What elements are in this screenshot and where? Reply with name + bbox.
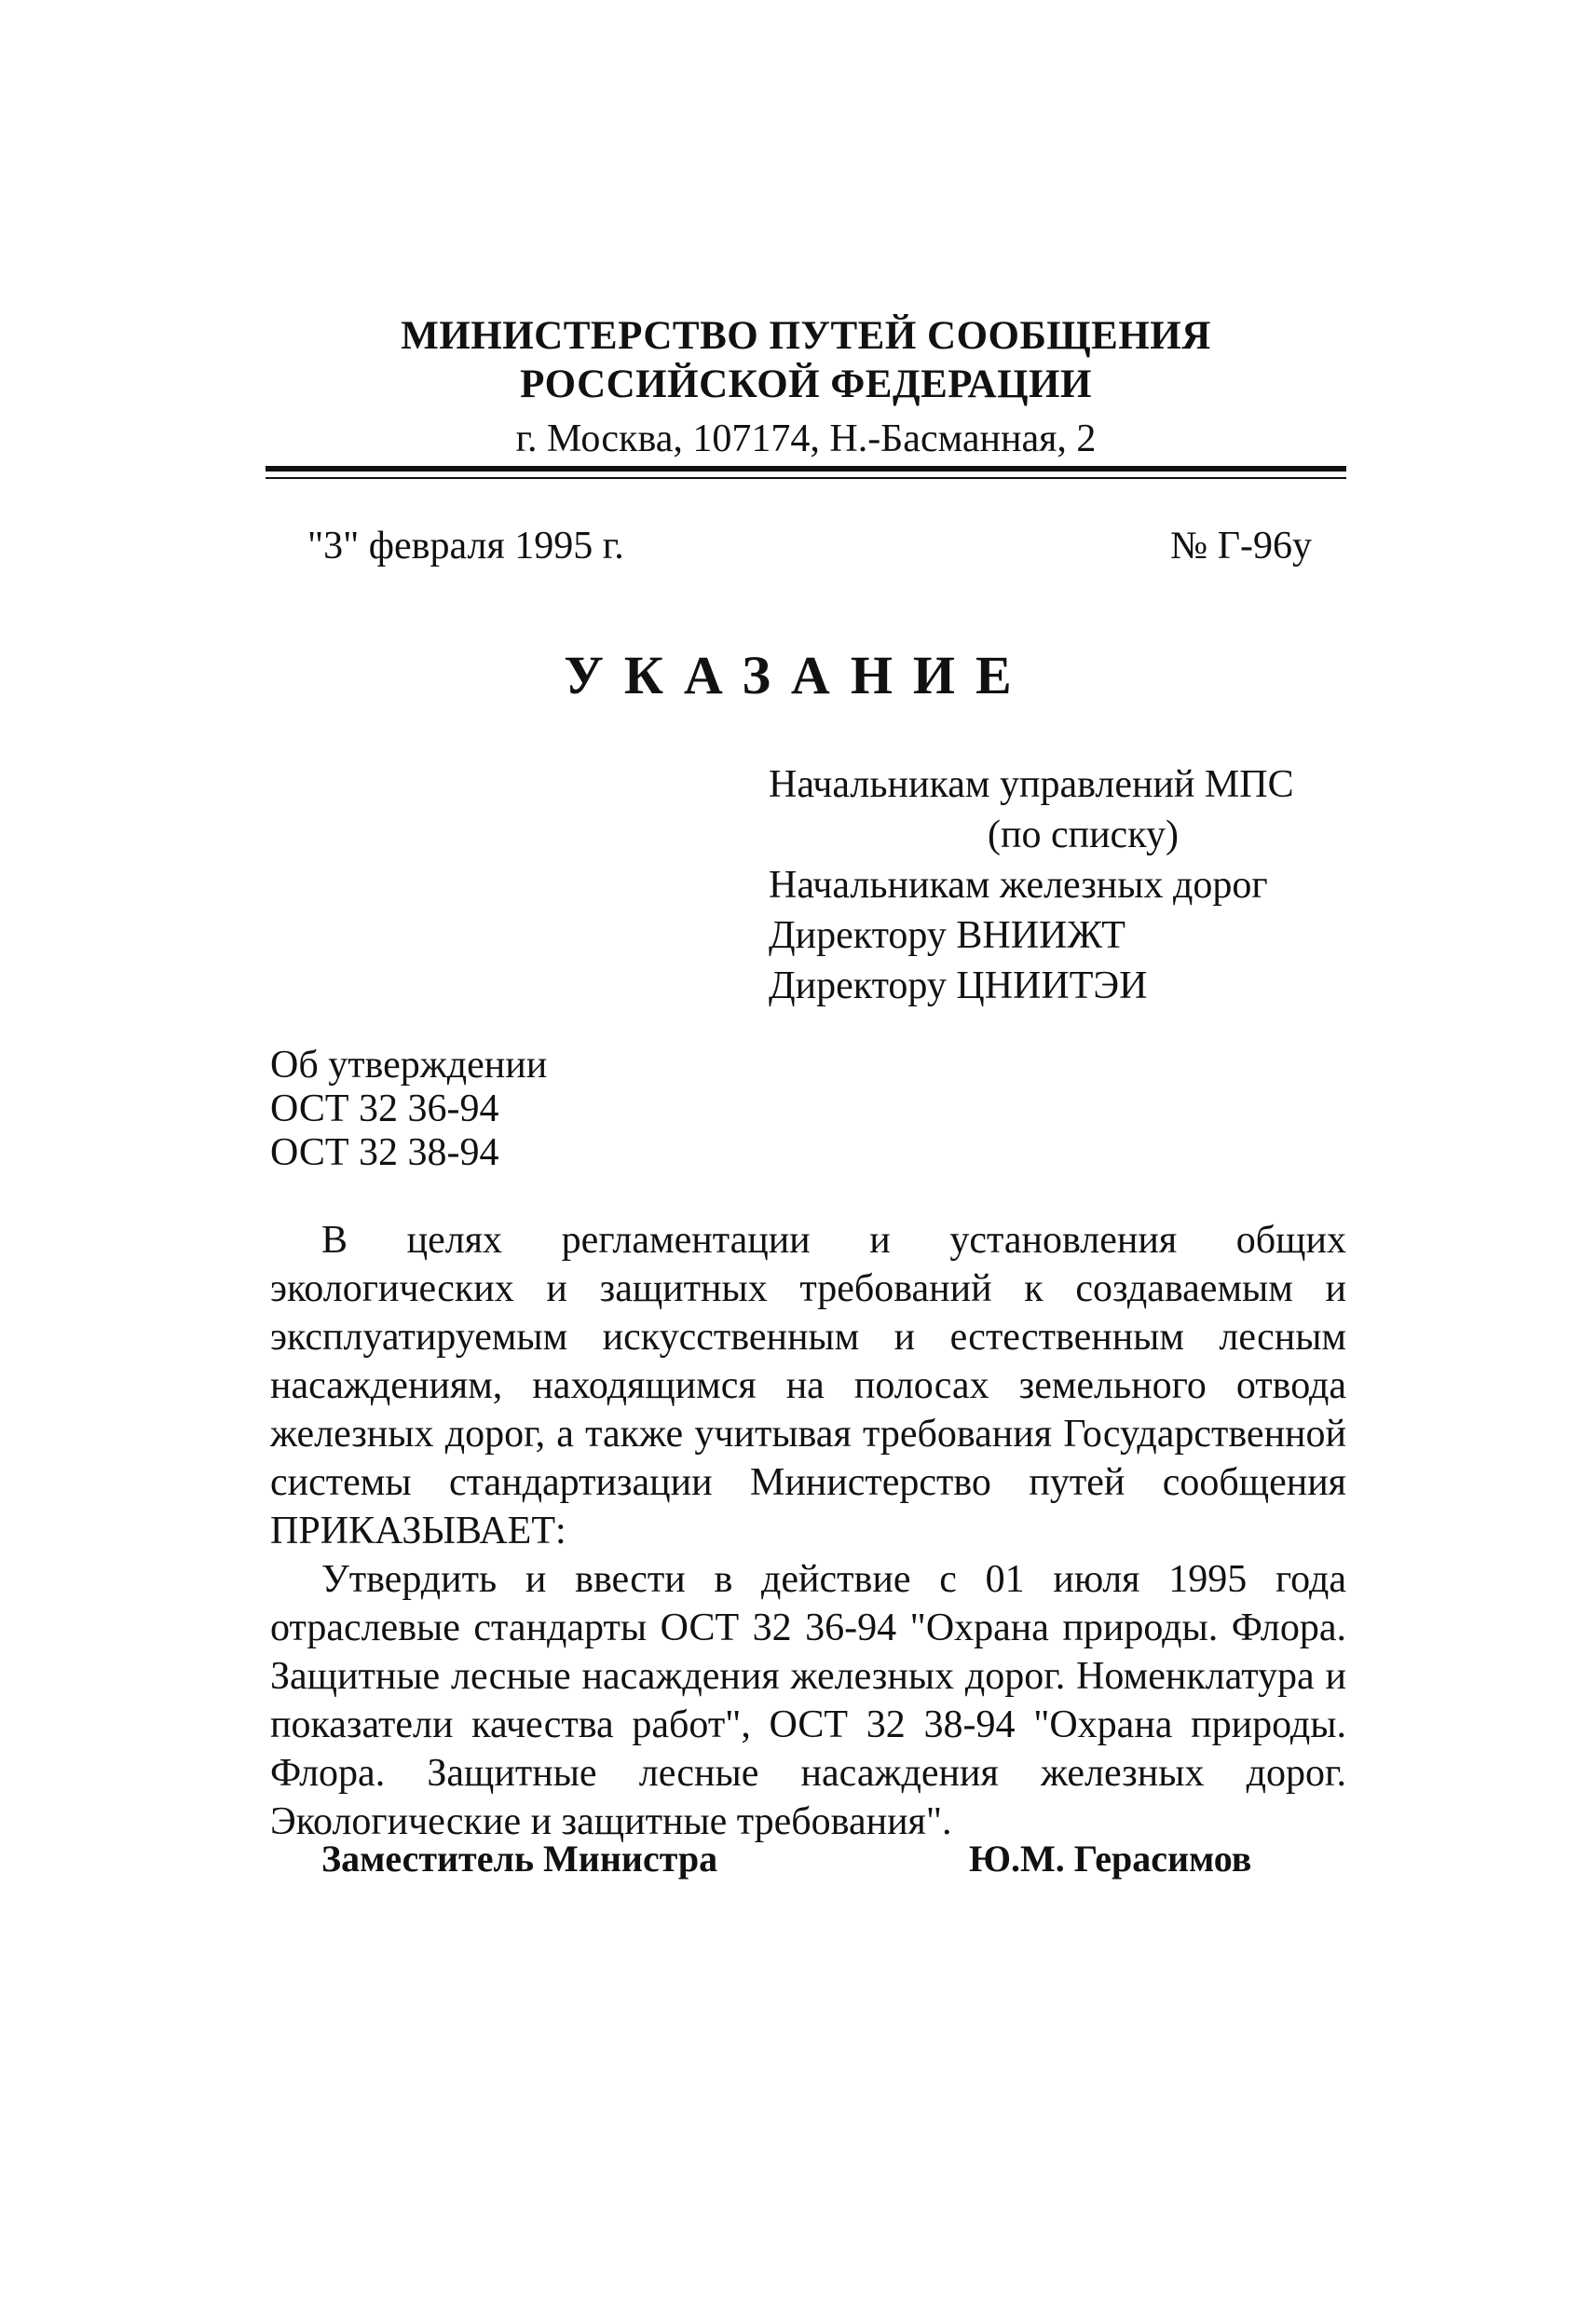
document-type-title: УКАЗАНИЕ [564,645,1032,705]
organization-address: г. Москва, 107174, Н.-Басманная, 2 [515,417,1097,460]
header-divider-thin [266,477,1346,479]
letterhead [266,312,1346,463]
subject-line: ОСТ 32 36-94 [270,1087,499,1130]
signatory-role: Заместитель Министра [321,1838,718,1880]
subject-line: Об утверждении [270,1044,548,1087]
addressee-line: Начальникам железных дорог [769,864,1268,907]
subject-block [270,1044,547,1175]
header-divider-thick [266,466,1346,472]
organization-name-line1: МИНИСТЕРСТВО ПУТЕЙ СООБЩЕНИЯ [401,314,1211,358]
organization-name-line2: РОССИЙСКОЙ ФЕДЕРАЦИИ [520,362,1092,406]
body-paragraph: Утвердить и ввести в действие с 01 июля 1995 года отраслевые стандарты ОСТ 32 36-94 "Охрана природы. Флора. Защитные лесные насаждения железных дорог. Номенклатура и показатели качества работ", ОСТ 32 38-94 "Охрана природы. Флора. Защитные лесные насаждения железных дорог. Экологические и защитные требования". [270,1558,1346,1843]
addressee-line: Директору ВНИИЖТ [769,914,1125,957]
body-text [270,1216,1346,1846]
body-paragraph: В целях регламентации и установления общих экологических и защитных требований к создаваемым и эксплуатируемым искусственным и естественным лесным насаждениям, находящимся на полосах земельного отвода железных дорог, а также учитывая требования Государственной системы стандартизации Министерство путей сообщения ПРИКАЗЫВАЕТ: [270,1219,1346,1552]
signatory-name: Ю.М. Герасимов [969,1838,1252,1880]
addressee-line: (по списку) [988,814,1179,856]
addressee-block [769,759,1294,1011]
subject-line: ОСТ 32 38-94 [270,1131,499,1174]
document-date: "3" февраля 1995 г. [307,525,624,567]
document-number: № Г-96у [1170,525,1312,567]
addressee-line: Начальникам управлений МПС [769,763,1294,806]
addressee-line: Директору ЦНИИТЭИ [769,964,1148,1007]
